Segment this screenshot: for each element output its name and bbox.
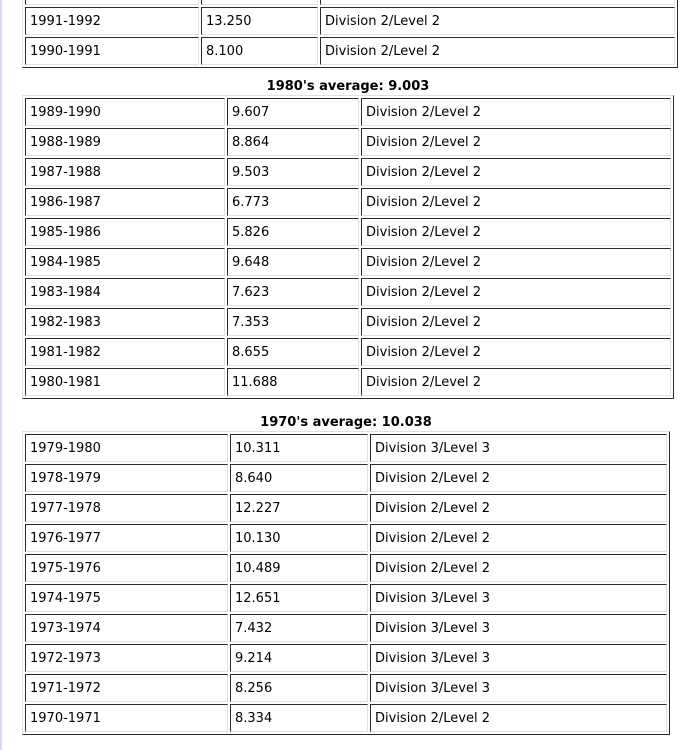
value-cell: 9.214: [230, 644, 368, 672]
division-cell: Division 2/Level 2: [361, 248, 671, 276]
table-row: [25, 524, 667, 552]
table-row: [25, 644, 667, 672]
value-cell: 13.250: [201, 7, 318, 35]
value-cell: 8.655: [227, 338, 359, 366]
table-row: [25, 218, 671, 246]
season-cell: 1983-1984: [25, 278, 225, 306]
decade-average-caption: 1980's average: 9.003: [266, 79, 430, 94]
division-cell: Division 2/Level 2: [361, 368, 671, 396]
season-cell: 1974-1975: [25, 584, 228, 612]
table-row: [25, 464, 667, 492]
table-row: [25, 494, 667, 522]
value-cell: 8.256: [230, 674, 368, 702]
table-row: [25, 158, 671, 186]
division-cell: Division 2/Level 2: [320, 37, 675, 65]
season-cell: 1985-1986: [25, 218, 225, 246]
table-1980s: [22, 95, 674, 399]
division-cell: Division 2/Level 2: [361, 128, 671, 156]
value-cell: 8.864: [227, 128, 359, 156]
table-row: [25, 37, 675, 65]
table-row: [25, 98, 671, 126]
season-cell: 1972-1973: [25, 644, 228, 672]
season-cell: 1980-1981: [25, 368, 225, 396]
table-row: [25, 338, 671, 366]
table-row: [25, 248, 671, 276]
table-row: [25, 278, 671, 306]
season-cell: 1977-1978: [25, 494, 228, 522]
season-cell: 1990-1991: [25, 37, 199, 65]
season-cell: 1989-1990: [25, 98, 225, 126]
value-cell: 9.503: [227, 158, 359, 186]
division-cell: Division 2/Level 2: [370, 464, 667, 492]
season-cell: 1988-1989: [25, 128, 225, 156]
season-cell: 1971-1972: [25, 674, 228, 702]
value-cell: 12.651: [230, 584, 368, 612]
season-cell: 1970-1971: [25, 704, 228, 732]
season-cell: 1982-1983: [25, 308, 225, 336]
table-row: [25, 0, 675, 5]
value-cell: 7.623: [227, 278, 359, 306]
section-1970s: [22, 414, 670, 735]
division-cell: Division 3/Level 3: [370, 584, 667, 612]
table-row: [25, 308, 671, 336]
season-cell: 1984-1985: [25, 248, 225, 276]
division-cell: Division 2/Level 2: [370, 554, 667, 582]
table-row: [25, 554, 667, 582]
division-cell: Division 2/Level 2: [320, 7, 675, 35]
value-cell: 10.311: [230, 434, 368, 462]
page-left-border: [0, 0, 2, 750]
value-cell: 10.489: [230, 554, 368, 582]
value-cell: 9.648: [227, 248, 359, 276]
season-cell: 1991-1992: [25, 7, 199, 35]
table-row: [25, 434, 667, 462]
value-cell: 10.130: [230, 524, 368, 552]
season-cell: 1986-1987: [25, 188, 225, 216]
division-cell: Division 2/Level 2: [370, 524, 667, 552]
table-row: [25, 128, 671, 156]
division-cell: [320, 0, 675, 5]
division-cell: Division 2/Level 2: [370, 494, 667, 522]
season-cell: 1981-1982: [25, 338, 225, 366]
decade-average-caption: 1970's average: 10.038: [260, 415, 432, 430]
division-cell: Division 3/Level 3: [370, 434, 667, 462]
division-cell: Division 3/Level 3: [370, 674, 667, 702]
season-cell: 1975-1976: [25, 554, 228, 582]
table-row: [25, 674, 667, 702]
value-cell: [201, 0, 318, 5]
table-1970s: [22, 431, 670, 735]
table-row: [25, 704, 667, 732]
season-cell: 1973-1974: [25, 614, 228, 642]
table-row: [25, 368, 671, 396]
section-1980s: [22, 78, 674, 399]
division-cell: Division 2/Level 2: [361, 218, 671, 246]
division-cell: Division 2/Level 2: [361, 278, 671, 306]
division-cell: Division 2/Level 2: [361, 338, 671, 366]
value-cell: 8.640: [230, 464, 368, 492]
season-cell: 1987-1988: [25, 158, 225, 186]
table-row: [25, 614, 667, 642]
value-cell: 9.607: [227, 98, 359, 126]
season-cell: 1976-1977: [25, 524, 228, 552]
value-cell: 12.227: [230, 494, 368, 522]
value-cell: 6.773: [227, 188, 359, 216]
division-cell: Division 2/Level 2: [361, 308, 671, 336]
value-cell: 8.334: [230, 704, 368, 732]
value-cell: 7.353: [227, 308, 359, 336]
division-cell: Division 3/Level 3: [370, 614, 667, 642]
season-cell: [25, 0, 199, 5]
division-cell: Division 2/Level 2: [361, 98, 671, 126]
value-cell: 8.100: [201, 37, 318, 65]
section-1990s: [22, 0, 678, 68]
season-cell: 1978-1979: [25, 464, 228, 492]
division-cell: Division 2/Level 2: [361, 188, 671, 216]
table-row: [25, 7, 675, 35]
value-cell: 7.432: [230, 614, 368, 642]
table-row: [25, 188, 671, 216]
value-cell: 11.688: [227, 368, 359, 396]
table-row: [25, 584, 667, 612]
division-cell: Division 2/Level 2: [370, 704, 667, 732]
division-cell: Division 3/Level 3: [370, 644, 667, 672]
season-cell: 1979-1980: [25, 434, 228, 462]
division-cell: Division 2/Level 2: [361, 158, 671, 186]
table-1990s: [22, 0, 678, 68]
value-cell: 5.826: [227, 218, 359, 246]
